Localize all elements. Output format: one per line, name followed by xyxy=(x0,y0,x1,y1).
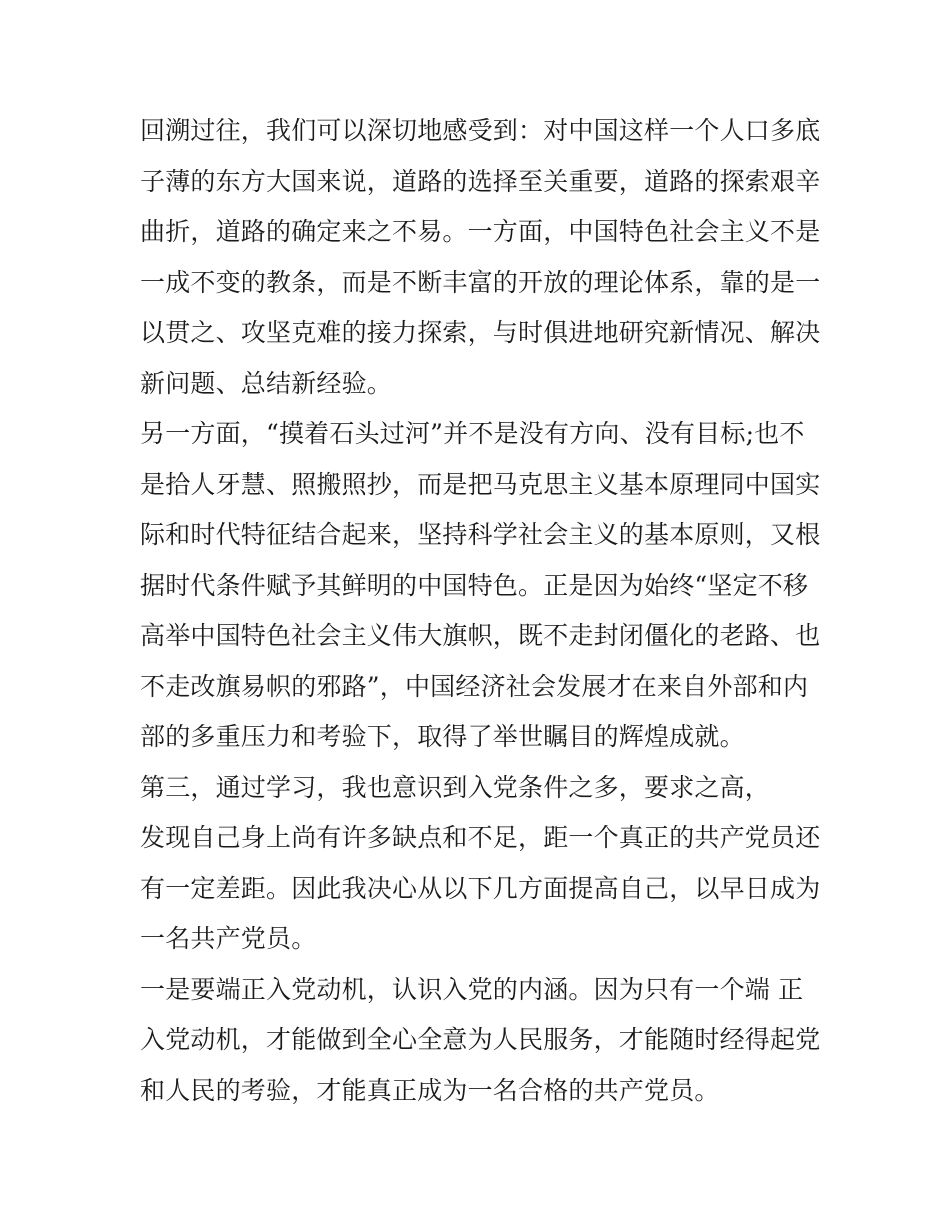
text-line: 入党动机，才能做到全心全意为人民服务，才能随时经得起党 xyxy=(140,1025,821,1054)
text-line: 发现自己身上尚有许多缺点和不足，距一个真正的共产党员还 xyxy=(140,823,821,852)
text-line: 子薄的东方大国来说，道路的选择至关重要，道路的探索艰辛 xyxy=(140,166,821,196)
text-line: 有一定差距。因此我决心从以下几方面提高自己，以早日成为 xyxy=(140,873,821,903)
text-line: 和人民的考验，才能真正成为一名合格的共产党员。 xyxy=(140,1075,720,1105)
document-body xyxy=(140,106,830,1116)
text-line: 高举中国特色社会主义伟大旗帜，既不走封闭僵化的老路、也 xyxy=(140,621,821,650)
text-line: 第三，通过学习，我也意识到入党条件之多，要求之高， xyxy=(140,772,771,802)
text-line: 不走改旗易帜的邪路”，中国经济社会发展才在来自外部和内 xyxy=(140,671,809,701)
text-line: 新问题、总结新经验。 xyxy=(140,368,393,398)
text-line: 一是要端正入党动机，认识入党的内涵。因为只有一个端 正 xyxy=(140,974,804,1004)
text-line: 是拾人牙慧、照搬照抄，而是把马克思主义基本原理同中国实 xyxy=(140,469,821,499)
text-line: 另一方面，“摸着石头过河”并不是没有方向、没有目标;也不 xyxy=(140,419,805,448)
text-line: 回溯过往，我们可以深切地感受到：对中国这样一个人口多底 xyxy=(140,116,821,145)
text-line: 以贯之、攻坚克难的接力探索，与时俱进地研究新情况、解决 xyxy=(140,318,821,347)
text-line: 部的多重压力和考验下，取得了举世瞩目的辉煌成就。 xyxy=(140,722,745,751)
text-line: 一名共产党员。 xyxy=(140,924,317,953)
text-line: 曲折，道路的确定来之不易。一方面，中国特色社会主义不是 xyxy=(140,217,821,246)
text-line: 际和时代特征结合起来，坚持科学社会主义的基本原则，又根 xyxy=(140,520,821,549)
text-line: 一成不变的教条，而是不断丰富的开放的理论体系，靠的是一 xyxy=(140,267,821,297)
text-line: 据时代条件赋予其鲜明的中国特色。正是因为始终“坚定不移 xyxy=(140,570,809,600)
